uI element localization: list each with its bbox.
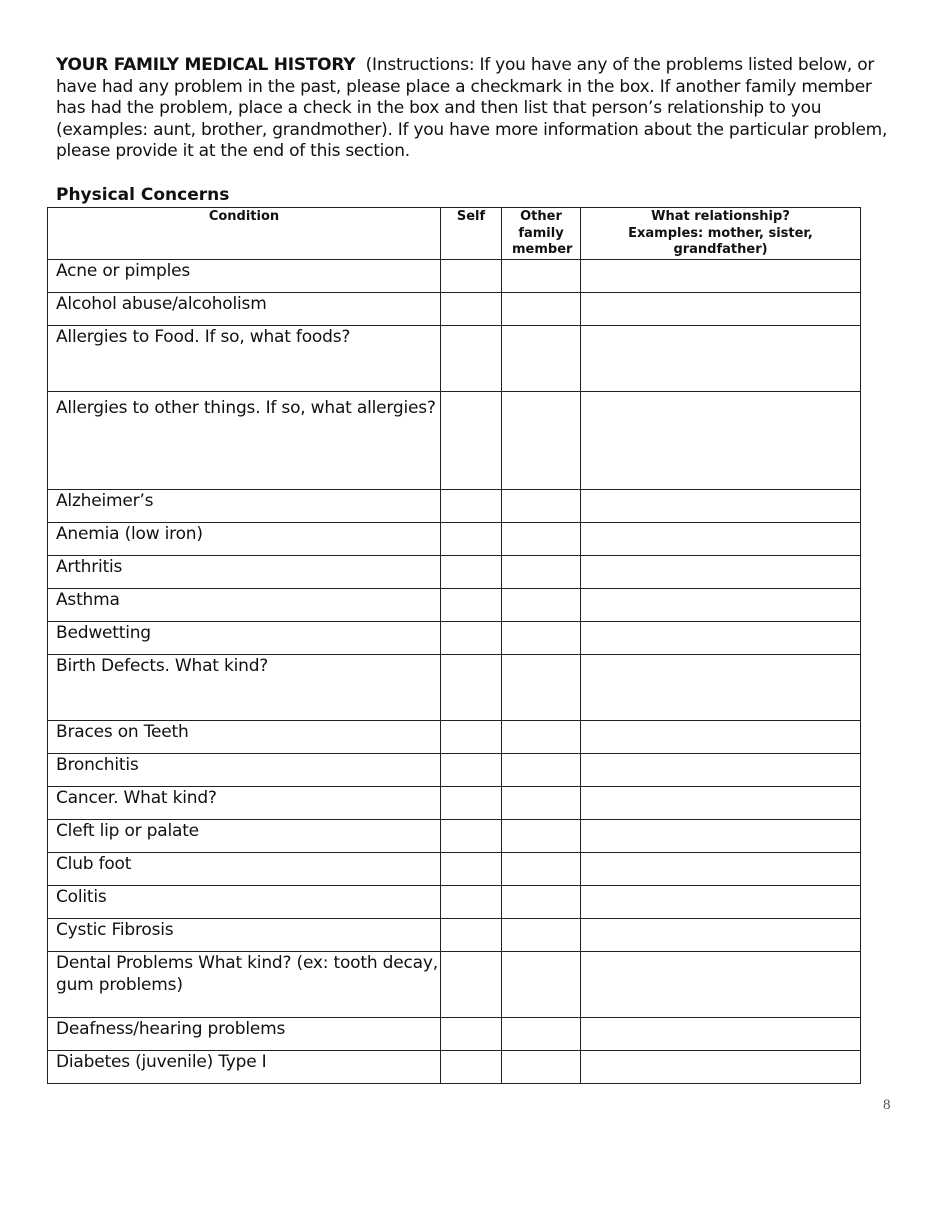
- table-header-row: [48, 208, 861, 260]
- header-other-family-member: [502, 208, 581, 260]
- header-self: Self: [441, 208, 502, 260]
- self-checkbox-cell[interactable]: [441, 293, 502, 326]
- table-body: [48, 260, 861, 1084]
- section-title: Physical Concerns: [56, 185, 230, 205]
- header-relationship-line2: Examples: mother, sister, grandfather): [628, 225, 813, 257]
- self-checkbox-cell[interactable]: [441, 1051, 502, 1084]
- relationship-input-cell[interactable]: [581, 523, 861, 556]
- table-row: [48, 556, 861, 589]
- relationship-input-cell[interactable]: [581, 260, 861, 293]
- table-row: [48, 392, 861, 490]
- self-checkbox-cell[interactable]: [441, 754, 502, 787]
- relationship-input-cell[interactable]: [581, 392, 861, 490]
- table-row: [48, 919, 861, 952]
- other-family-checkbox-cell[interactable]: [502, 589, 581, 622]
- table-row: [48, 820, 861, 853]
- other-family-checkbox-cell[interactable]: [502, 787, 581, 820]
- relationship-input-cell[interactable]: [581, 326, 861, 392]
- condition-label: Allergies to Food. If so, what foods?: [48, 326, 441, 392]
- condition-label: Deafness/hearing problems: [48, 1018, 441, 1051]
- other-family-checkbox-cell[interactable]: [502, 392, 581, 490]
- condition-label: Anemia (low iron): [48, 523, 441, 556]
- condition-label: Allergies to other things. If so, what allergies?: [48, 392, 441, 490]
- condition-label: Braces on Teeth: [48, 721, 441, 754]
- self-checkbox-cell[interactable]: [441, 589, 502, 622]
- relationship-input-cell[interactable]: [581, 655, 861, 721]
- table-row: [48, 260, 861, 293]
- other-family-checkbox-cell[interactable]: [502, 556, 581, 589]
- other-family-checkbox-cell[interactable]: [502, 293, 581, 326]
- table-row: [48, 293, 861, 326]
- condition-label: Cancer. What kind?: [48, 787, 441, 820]
- relationship-input-cell[interactable]: [581, 622, 861, 655]
- self-checkbox-cell[interactable]: [441, 853, 502, 886]
- relationship-input-cell[interactable]: [581, 1018, 861, 1051]
- condition-label: Acne or pimples: [48, 260, 441, 293]
- relationship-input-cell[interactable]: [581, 1051, 861, 1084]
- page-number: 8: [883, 1097, 891, 1113]
- table-row: [48, 1051, 861, 1084]
- relationship-input-cell[interactable]: [581, 589, 861, 622]
- other-family-checkbox-cell[interactable]: [502, 655, 581, 721]
- other-family-checkbox-cell[interactable]: [502, 754, 581, 787]
- other-family-checkbox-cell[interactable]: [502, 886, 581, 919]
- other-family-checkbox-cell[interactable]: [502, 1018, 581, 1051]
- family-history-heading: YOUR FAMILY MEDICAL HISTORY: [56, 55, 356, 75]
- relationship-input-cell[interactable]: [581, 886, 861, 919]
- self-checkbox-cell[interactable]: [441, 820, 502, 853]
- relationship-input-cell[interactable]: [581, 952, 861, 1018]
- other-family-checkbox-cell[interactable]: [502, 820, 581, 853]
- relationship-input-cell[interactable]: [581, 293, 861, 326]
- self-checkbox-cell[interactable]: [441, 326, 502, 392]
- other-family-checkbox-cell[interactable]: [502, 721, 581, 754]
- condition-label: Diabetes (juvenile) Type I: [48, 1051, 441, 1084]
- other-family-checkbox-cell[interactable]: [502, 1051, 581, 1084]
- table-row: [48, 886, 861, 919]
- table-row: [48, 754, 861, 787]
- relationship-input-cell[interactable]: [581, 919, 861, 952]
- relationship-input-cell[interactable]: [581, 853, 861, 886]
- condition-label: Cleft lip or palate: [48, 820, 441, 853]
- self-checkbox-cell[interactable]: [441, 886, 502, 919]
- table-row: [48, 787, 861, 820]
- header-relationship-line1: What relationship?: [651, 209, 790, 224]
- condition-label: Arthritis: [48, 556, 441, 589]
- condition-label: Birth Defects. What kind?: [48, 655, 441, 721]
- header-relationship: [581, 208, 861, 260]
- condition-label: Asthma: [48, 589, 441, 622]
- self-checkbox-cell[interactable]: [441, 490, 502, 523]
- condition-label: Alcohol abuse/alcoholism: [48, 293, 441, 326]
- condition-label: Dental Problems What kind? (ex: tooth decay, gum problems): [48, 952, 441, 1018]
- table-row: [48, 721, 861, 754]
- condition-label: Alzheimer’s: [48, 490, 441, 523]
- condition-label: Colitis: [48, 886, 441, 919]
- instructions-paragraph: [56, 55, 896, 163]
- instructions-text: (Instructions: If you have any of the problems listed below, or have had any problem in the past, please place a checkmark in the box. If another family member has had the problem, place a check in the box and then list that person’s relationship to you (examples: aunt, brother, grandmother). If you have more information about the particular problem, please provide it at the end of this section.: [56, 55, 888, 161]
- table-row: [48, 523, 861, 556]
- other-family-checkbox-cell[interactable]: [502, 919, 581, 952]
- relationship-input-cell[interactable]: [581, 820, 861, 853]
- table-row: [48, 655, 861, 721]
- table-row: [48, 622, 861, 655]
- condition-label: Cystic Fibrosis: [48, 919, 441, 952]
- self-checkbox-cell[interactable]: [441, 919, 502, 952]
- physical-concerns-table: [47, 207, 861, 1084]
- relationship-input-cell[interactable]: [581, 787, 861, 820]
- relationship-input-cell[interactable]: [581, 721, 861, 754]
- other-family-checkbox-cell[interactable]: [502, 622, 581, 655]
- self-checkbox-cell[interactable]: [441, 655, 502, 721]
- relationship-input-cell[interactable]: [581, 490, 861, 523]
- self-checkbox-cell[interactable]: [441, 787, 502, 820]
- self-checkbox-cell[interactable]: [441, 260, 502, 293]
- other-family-checkbox-cell[interactable]: [502, 490, 581, 523]
- relationship-input-cell[interactable]: [581, 556, 861, 589]
- other-family-checkbox-cell[interactable]: [502, 952, 581, 1018]
- table-row: [48, 326, 861, 392]
- other-family-checkbox-cell[interactable]: [502, 853, 581, 886]
- header-condition: Condition: [48, 208, 441, 260]
- table-row: [48, 1018, 861, 1051]
- self-checkbox-cell[interactable]: [441, 1018, 502, 1051]
- table-row: [48, 853, 861, 886]
- header-other-text: Other family member: [512, 209, 573, 257]
- self-checkbox-cell[interactable]: [441, 392, 502, 490]
- table-row: [48, 490, 861, 523]
- self-checkbox-cell[interactable]: [441, 622, 502, 655]
- self-checkbox-cell[interactable]: [441, 952, 502, 1018]
- self-checkbox-cell[interactable]: [441, 721, 502, 754]
- self-checkbox-cell[interactable]: [441, 556, 502, 589]
- other-family-checkbox-cell[interactable]: [502, 260, 581, 293]
- condition-label: Bedwetting: [48, 622, 441, 655]
- table-row: [48, 952, 861, 1018]
- other-family-checkbox-cell[interactable]: [502, 326, 581, 392]
- self-checkbox-cell[interactable]: [441, 523, 502, 556]
- other-family-checkbox-cell[interactable]: [502, 523, 581, 556]
- relationship-input-cell[interactable]: [581, 754, 861, 787]
- condition-label: Bronchitis: [48, 754, 441, 787]
- condition-label: Club foot: [48, 853, 441, 886]
- table-row: [48, 589, 861, 622]
